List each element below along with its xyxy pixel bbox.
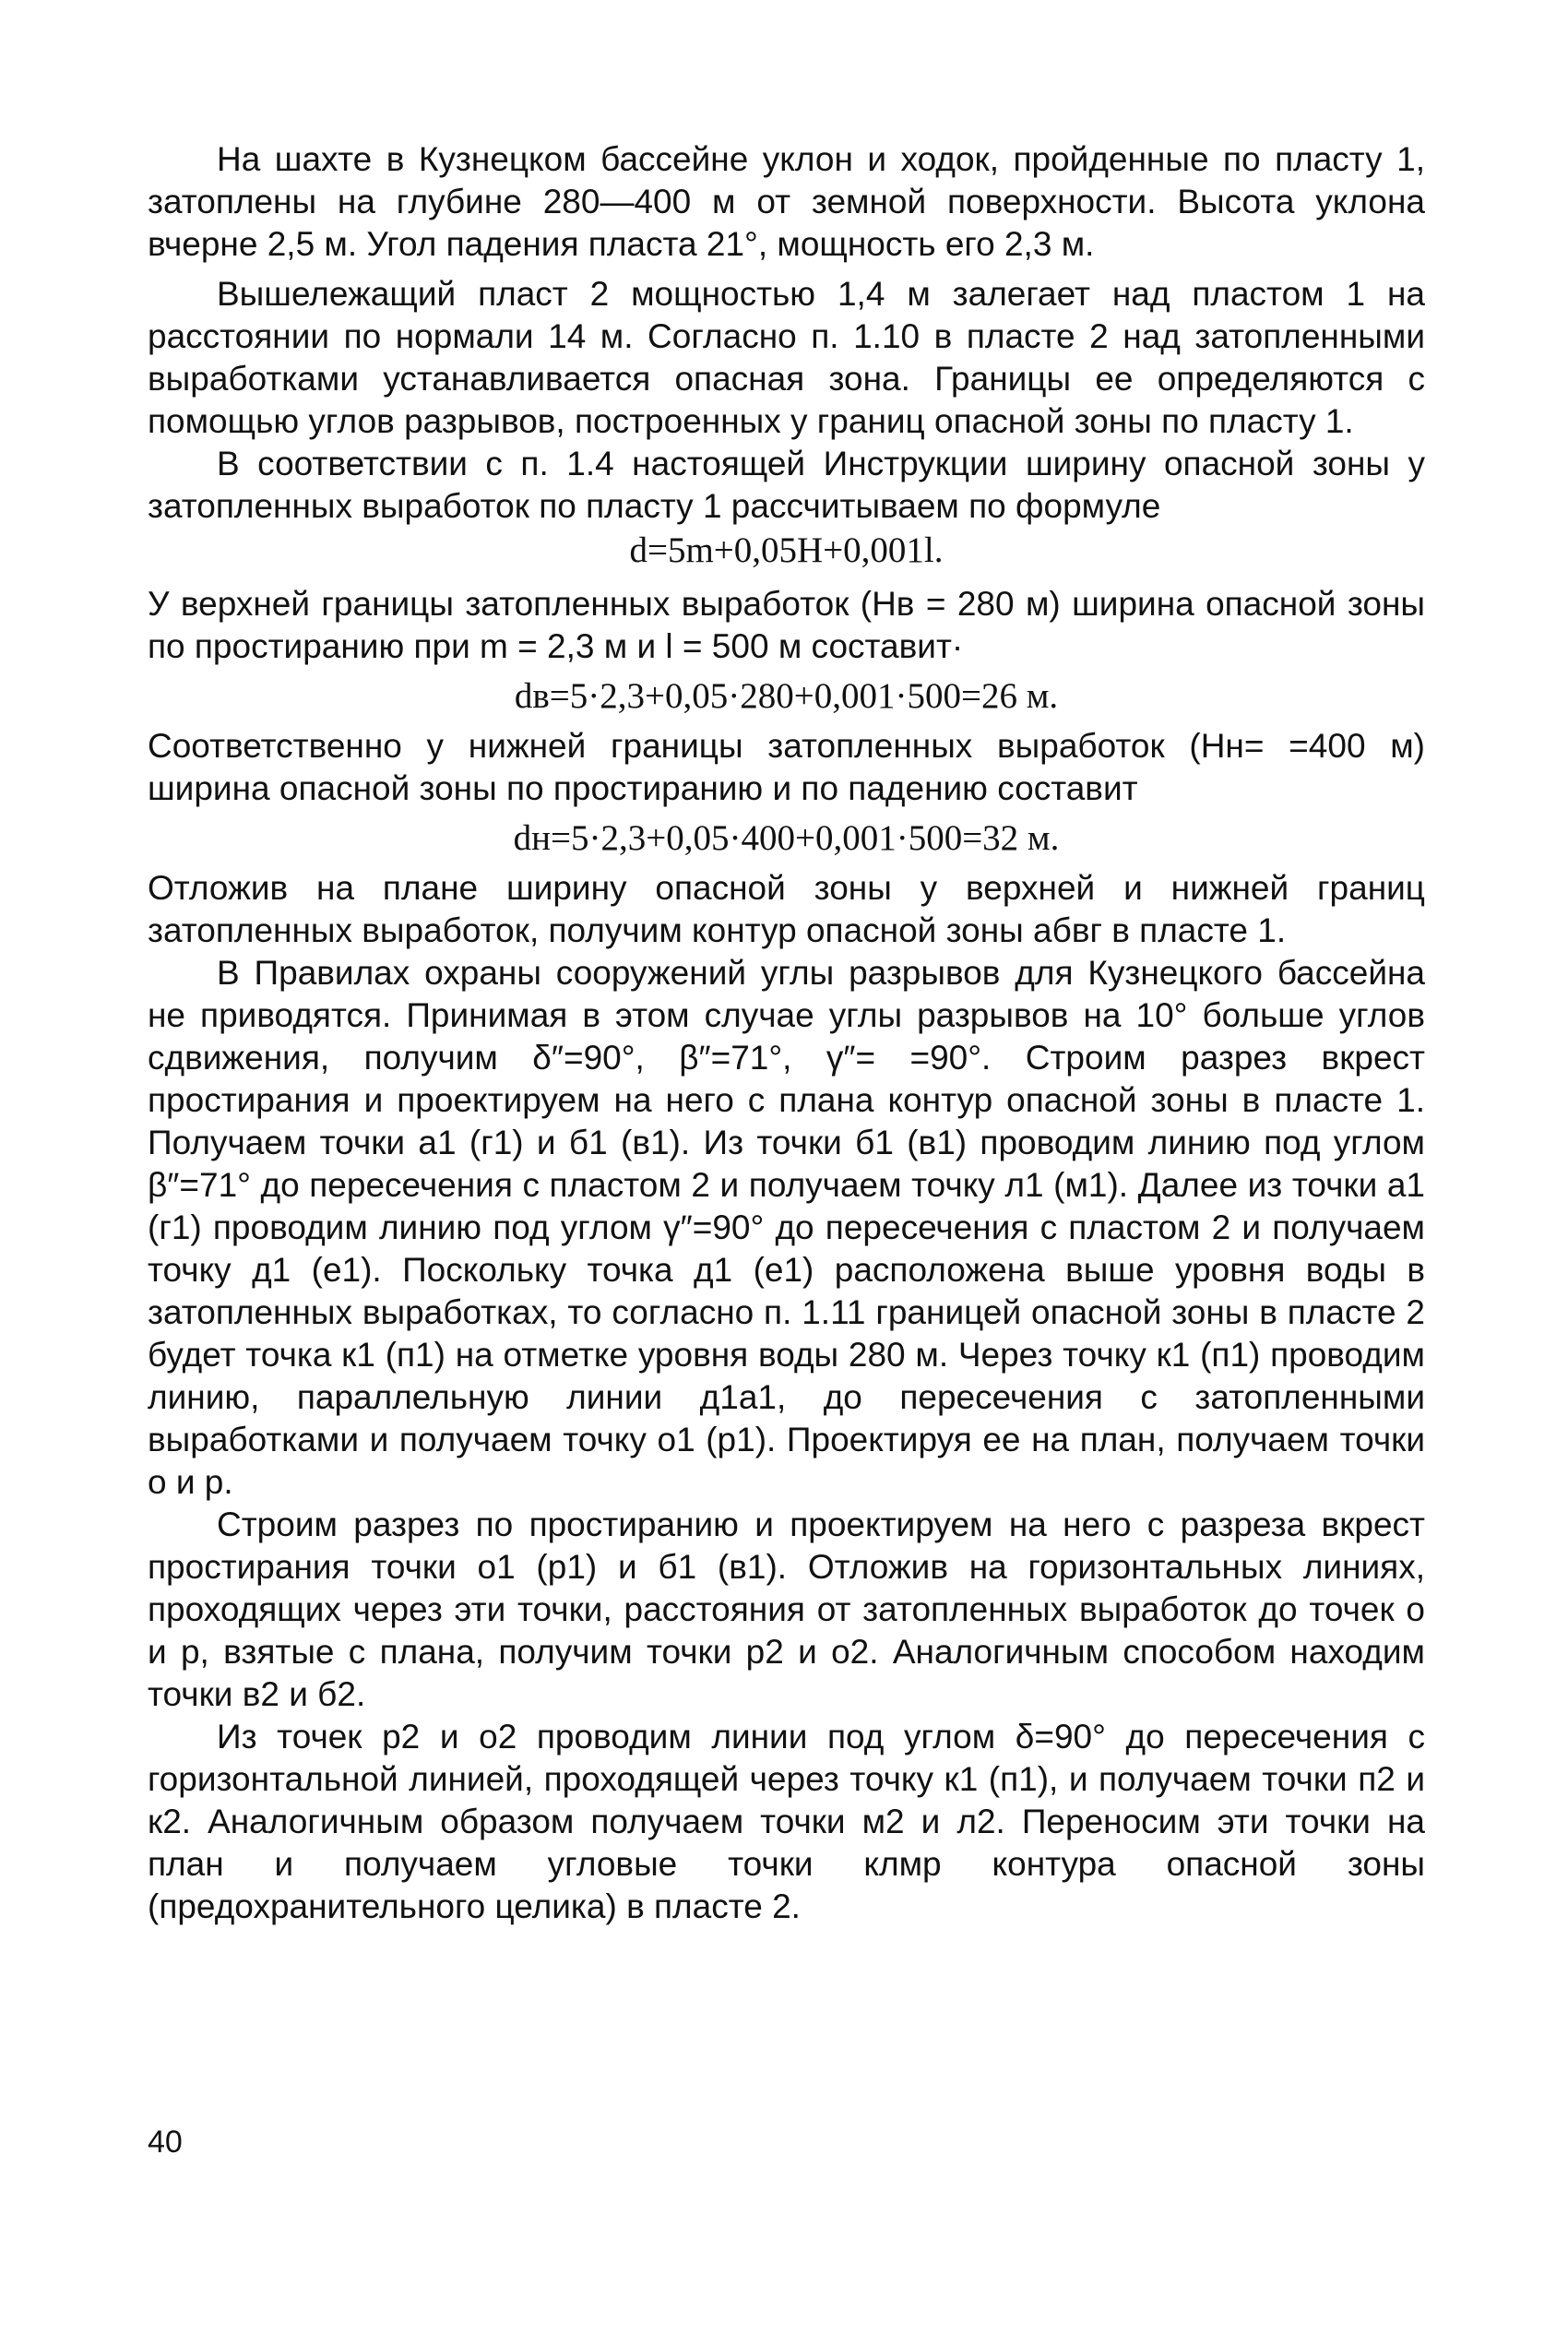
paragraph-overlying-seam: Вышележащий пласт 2 мощностью 1,4 м залегает над пластом 1 на расстоянии по нормали 14 м. Согласно п. 1.10 в пласте 2 над затопленными выработками устанавливается опасная зона. Границы ее определяются с помощью углов разрывов, построенных у границ опасной зоны по пласту 1.	[148, 275, 1425, 440]
formula-upper: dв=5·2,3+0,05·280+0,001·500=26 м.	[514, 676, 1059, 716]
formula-general: d=5m+0,05H+0,001l.	[629, 530, 944, 570]
paragraph-upper-boundary: У верхней границы затопленных выработок (Hв = 280 м) ширина опасной зоны по простиранию при m = 2,3 м и l = 500 м составит·	[148, 585, 1425, 665]
paragraph-corner-points: Из точек р2 и о2 проводим линии под углом δ=90° до пересечения с горизонтальной линией, проходящей через точку к1 (п1), и получаем точки п2 и к2. Аналогичным образом получаем точки м2 и л2. Переносим эти точки на план и получаем угловые точки клмр контура опасной зоны (предохранительного целика) в пласте 2.	[148, 1718, 1425, 1925]
paragraph-contour: Отложив на плане ширину опасной зоны у верхней и нижней границ затопленных выработок, получим контур опасной зоны абвг в пласте 1.	[148, 869, 1425, 949]
page-body	[148, 138, 1425, 1928]
page-number: 40	[148, 2125, 183, 2160]
paragraph-mine-description: На шахте в Кузнецком бассейне уклон и ходок, пройденные по пласту 1, затоплены на глубине 280—400 м от земной поверхности. Высота уклона вчерне 2,5 м. Угол падения пласта 21°, мощность его 2,3 м.	[148, 140, 1425, 263]
paragraph-strike-section: Строим разрез по простиранию и проектируем на него с разреза вкрест простирания точки о1 (р1) и б1 (в1). Отложив на горизонтальных линиях, проходящих через эти точки, расстояния от затопленных выработок до точек о и р, взятые с плана, получим точки р2 и о2. Аналогичным способом находим точки в2 и б2.	[148, 1506, 1425, 1713]
paragraph-lower-boundary: Соответственно у нижней границы затопленных выработок (Hн= =400 м) ширина опасной зоны по простиранию и по падению составит	[148, 727, 1425, 807]
formula-lower: dн=5·2,3+0,05·400+0,001·500=32 м.	[513, 818, 1060, 858]
paragraph-rupture-angles: В Правилах охраны сооружений углы разрывов для Кузнецкого бассейна не приводятся. Принимая в этом случае углы разрывов на 10° больше углов сдвижения, получим δ″=90°, β″=71°, γ″= =90°. Строим разрез вкрест простирания и проектируем на него с плана контур опасной зоны в пласте 1. Получаем точки а1 (г1) и б1 (в1). Из точки б1 (в1) проводим линию под углом β″=71° до пересечения с пластом 2 и получаем точку л1 (м1). Далее из точки а1 (г1) проводим линию под углом γ″=90° до пересечения с пластом 2 и получаем точку д1 (е1). Поскольку точка д1 (е1) расположена выше уровня воды в затопленных выработках, то согласно п. 1.11 границей опасной зоны в пласте 2 будет точка к1 (п1) на отметке уровня воды 280 м. Через точку к1 (п1) проводим линию, параллельную линии д1а1, до пересечения с затопленными выработками и получаем точку о1 (р1). Проектируя ее на план, получаем точки о и р.	[148, 954, 1425, 1501]
paragraph-formula-intro: В соответствии с п. 1.4 настоящей Инструкции ширину опасной зоны у затопленных выработок по пласту 1 рассчитываем по формуле	[148, 445, 1425, 525]
